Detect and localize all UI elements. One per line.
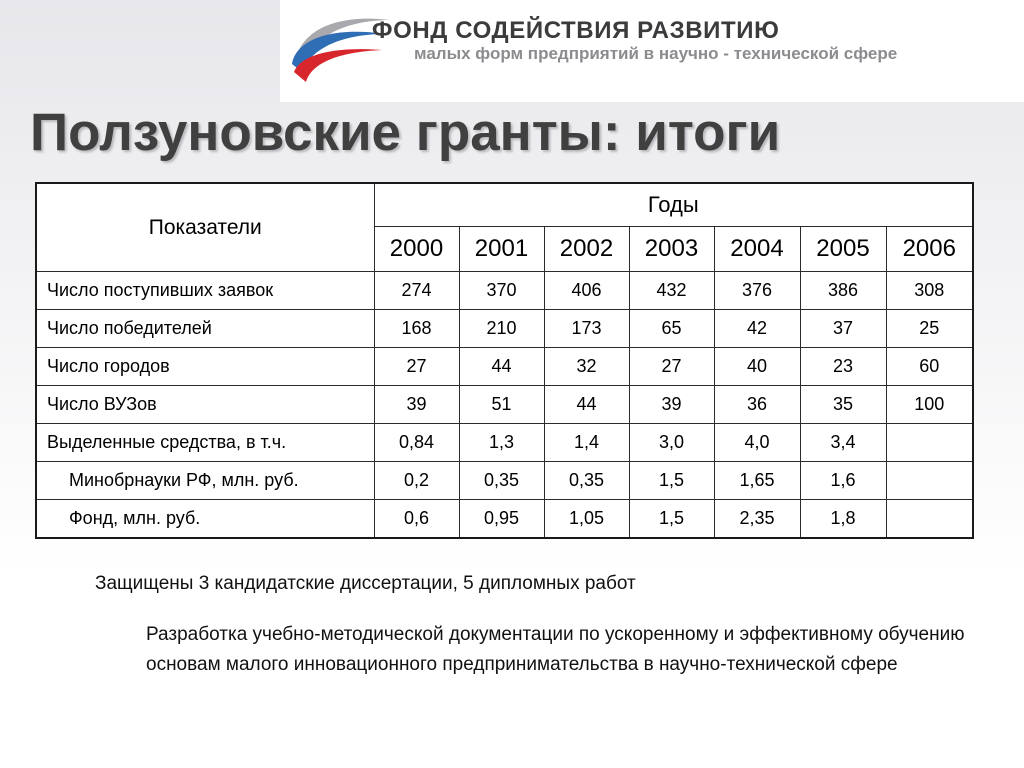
table-cell: 1,05 bbox=[544, 500, 629, 539]
year-header-cell: 2006 bbox=[886, 227, 973, 272]
row-label: Число поступивших заявок bbox=[36, 272, 374, 310]
row-label: Число победителей bbox=[36, 310, 374, 348]
table-cell: 65 bbox=[629, 310, 714, 348]
table-row bbox=[36, 348, 973, 386]
table-cell: 0,84 bbox=[374, 424, 459, 462]
year-header-cell: 2004 bbox=[714, 227, 800, 272]
org-subtitle: малых форм предприятий в научно - технической сфере bbox=[414, 44, 898, 63]
row-label: Число городов bbox=[36, 348, 374, 386]
table-body bbox=[36, 272, 973, 539]
table-cell: 100 bbox=[886, 386, 973, 424]
table-cell: 1,5 bbox=[629, 500, 714, 539]
table-cell: 1,6 bbox=[800, 462, 886, 500]
table-cell: 32 bbox=[544, 348, 629, 386]
page-title: Ползуновские гранты: итоги bbox=[30, 103, 781, 162]
table-cell bbox=[886, 500, 973, 539]
table-cell: 406 bbox=[544, 272, 629, 310]
table-cell: 36 bbox=[714, 386, 800, 424]
year-header-cell: 2000 bbox=[374, 227, 459, 272]
table-row bbox=[36, 310, 973, 348]
table-cell: 37 bbox=[800, 310, 886, 348]
table-cell: 274 bbox=[374, 272, 459, 310]
paragraph-text: Разработка учебно-методической документации по ускоренному и эффективному обучению основам малого инновационного предпринимательства в научно-технической сфере bbox=[146, 624, 965, 675]
table-cell: 60 bbox=[886, 348, 973, 386]
table-row bbox=[36, 500, 973, 539]
year-header-cell: 2002 bbox=[544, 227, 629, 272]
note-text: Защищены 3 кандидатские диссертации, 5 дипломных работ bbox=[95, 573, 636, 594]
table-cell: 308 bbox=[886, 272, 973, 310]
table-cell bbox=[886, 462, 973, 500]
table-row bbox=[36, 272, 973, 310]
table-cell: 376 bbox=[714, 272, 800, 310]
table-row bbox=[36, 462, 973, 500]
table-cell: 27 bbox=[629, 348, 714, 386]
table-cell: 42 bbox=[714, 310, 800, 348]
table-cell bbox=[886, 424, 973, 462]
table-cell: 1,65 bbox=[714, 462, 800, 500]
table-cell: 0,35 bbox=[459, 462, 544, 500]
row-label: Выделенные средства, в т.ч. bbox=[36, 424, 374, 462]
indicator-header: Показатели bbox=[36, 183, 374, 272]
table-cell: 27 bbox=[374, 348, 459, 386]
year-header-cell: 2003 bbox=[629, 227, 714, 272]
table-cell: 0,35 bbox=[544, 462, 629, 500]
table-cell: 35 bbox=[800, 386, 886, 424]
table-row bbox=[36, 386, 973, 424]
table-cell: 0,2 bbox=[374, 462, 459, 500]
table-cell: 370 bbox=[459, 272, 544, 310]
table-cell: 44 bbox=[459, 348, 544, 386]
table-header-row bbox=[36, 183, 973, 227]
table-row bbox=[36, 424, 973, 462]
table-cell: 2,35 bbox=[714, 500, 800, 539]
table-cell: 1,8 bbox=[800, 500, 886, 539]
table-cell: 39 bbox=[629, 386, 714, 424]
table-cell: 168 bbox=[374, 310, 459, 348]
table-cell: 1,5 bbox=[629, 462, 714, 500]
table-cell: 3,0 bbox=[629, 424, 714, 462]
table-cell: 173 bbox=[544, 310, 629, 348]
table-cell: 432 bbox=[629, 272, 714, 310]
years-header: Годы bbox=[374, 183, 973, 227]
row-label: Фонд, млн. руб. bbox=[36, 500, 374, 539]
table-cell: 1,3 bbox=[459, 424, 544, 462]
table-cell: 51 bbox=[459, 386, 544, 424]
row-label: Число ВУЗов bbox=[36, 386, 374, 424]
grants-table bbox=[35, 182, 974, 539]
table-cell: 3,4 bbox=[800, 424, 886, 462]
year-header-cell: 2005 bbox=[800, 227, 886, 272]
table-cell: 39 bbox=[374, 386, 459, 424]
table-cell: 210 bbox=[459, 310, 544, 348]
table-cell: 1,4 bbox=[544, 424, 629, 462]
table-cell: 23 bbox=[800, 348, 886, 386]
table-cell: 25 bbox=[886, 310, 973, 348]
org-title: ФОНД СОДЕЙСТВИЯ РАЗВИТИЮ bbox=[372, 17, 780, 44]
table-cell: 386 bbox=[800, 272, 886, 310]
table-cell: 0,95 bbox=[459, 500, 544, 539]
table-cell: 40 bbox=[714, 348, 800, 386]
table-cell: 0,6 bbox=[374, 500, 459, 539]
year-header-cell: 2001 bbox=[459, 227, 544, 272]
table-cell: 4,0 bbox=[714, 424, 800, 462]
table-cell: 44 bbox=[544, 386, 629, 424]
row-label: Минобрнауки РФ, млн. руб. bbox=[36, 462, 374, 500]
